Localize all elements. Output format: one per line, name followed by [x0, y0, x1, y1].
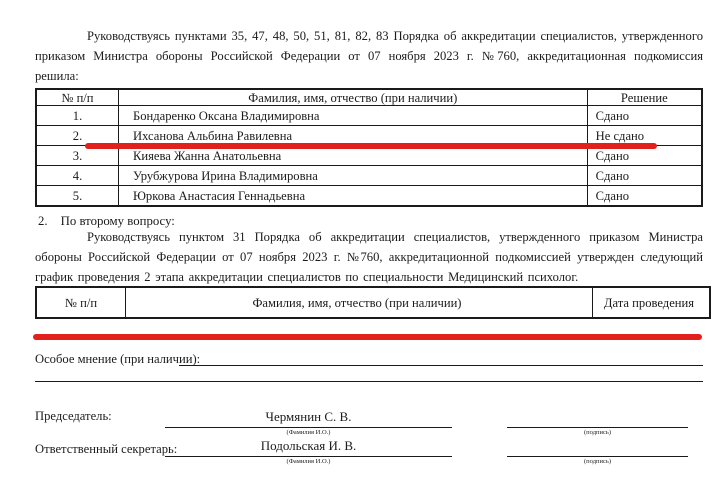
cell-name: Кияева Жанна Анатольевна — [118, 146, 587, 166]
section-2-number: 2. — [38, 214, 48, 228]
schedule-header-cell-date: Дата проведения — [593, 287, 711, 318]
cell-name: Урубжурова Ирина Владимировна — [118, 166, 587, 186]
secretary-signature-caption: (подпись) — [584, 458, 611, 465]
cell-num: 4. — [36, 166, 118, 186]
chairman-signature-line — [507, 408, 688, 428]
table-row — [36, 146, 702, 166]
cell-num: 5. — [36, 186, 118, 207]
chairman-name: Чермянин С. В. — [165, 408, 452, 428]
section-2-title: По второму вопросу: — [60, 214, 175, 228]
table-row — [36, 186, 702, 207]
schedule-header-cell-num: № п/п — [36, 287, 126, 318]
header-cell-num: № п/п — [36, 89, 118, 106]
cell-decision: Сдано — [587, 186, 702, 207]
special-opinion-fill-line-1 — [179, 352, 703, 366]
cell-decision: Не сдано — [587, 126, 702, 146]
header-cell-name: Фамилия, имя, отчество (при наличии) — [118, 89, 587, 106]
schedule-header-cell-name: Фамилия, имя, отчество (при наличии) — [126, 287, 593, 318]
cell-decision: Сдано — [587, 166, 702, 186]
chairman-signature-caption: (подпись) — [584, 429, 611, 436]
secretary-role-label: Ответственный секретарь: — [35, 442, 178, 456]
secretary-signature-line — [507, 437, 688, 457]
schedule-table — [35, 286, 711, 319]
paragraph-resolution-1: Руководствуясь пунктами 35, 47, 48, 50, 51, 81, 82, 83 Порядка об аккредитации специалистов, утвержденного приказом Министра обороны Российской Федерации от 07 ноября 2023 г. №760, аккредитационная подкомиссия решила: — [35, 29, 703, 83]
cell-decision: Сдано — [587, 146, 702, 166]
cell-name: Ихсанова Альбина Равилевна — [118, 126, 587, 146]
cell-name: Бондаренко Оксана Владимировна — [118, 106, 587, 126]
table-row — [36, 166, 702, 186]
decisions-table-header-row — [36, 89, 702, 106]
cell-num: 2. — [36, 126, 118, 146]
schedule-table-header-row — [36, 287, 710, 318]
red-underline-annotation-1 — [85, 143, 657, 149]
table-row — [36, 106, 702, 126]
special-opinion-fill-line-2 — [35, 368, 703, 382]
cell-num: 1. — [36, 106, 118, 126]
header-cell-decision: Решение — [587, 89, 702, 106]
chairman-name-caption: (Фамилия И.О.) — [286, 429, 331, 436]
chairman-role-label: Председатель: — [35, 409, 112, 423]
decisions-table-body — [36, 106, 702, 207]
secretary-name-caption: (Фамилия И.О.) — [286, 458, 331, 465]
paragraph-resolution-2: Руководствуясь пунктом 31 Порядка об аккредитации специалистов, утвержденного приказом Министра обороны Российской Федерации от 07 ноября 2023 г. №760, аккредитационной подкомиссией утвержден следующий график проведения 2 этапа аккредитации специалистов по специальности Медицинский психолог. — [35, 230, 703, 284]
cell-decision: Сдано — [587, 106, 702, 126]
cell-num: 3. — [36, 146, 118, 166]
special-opinion-label: Особое мнение (при наличии): — [35, 352, 201, 366]
cell-name: Юркова Анастасия Геннадьевна — [118, 186, 587, 207]
red-underline-annotation-2 — [33, 334, 702, 340]
secretary-name: Подольская И. В. — [165, 437, 452, 457]
